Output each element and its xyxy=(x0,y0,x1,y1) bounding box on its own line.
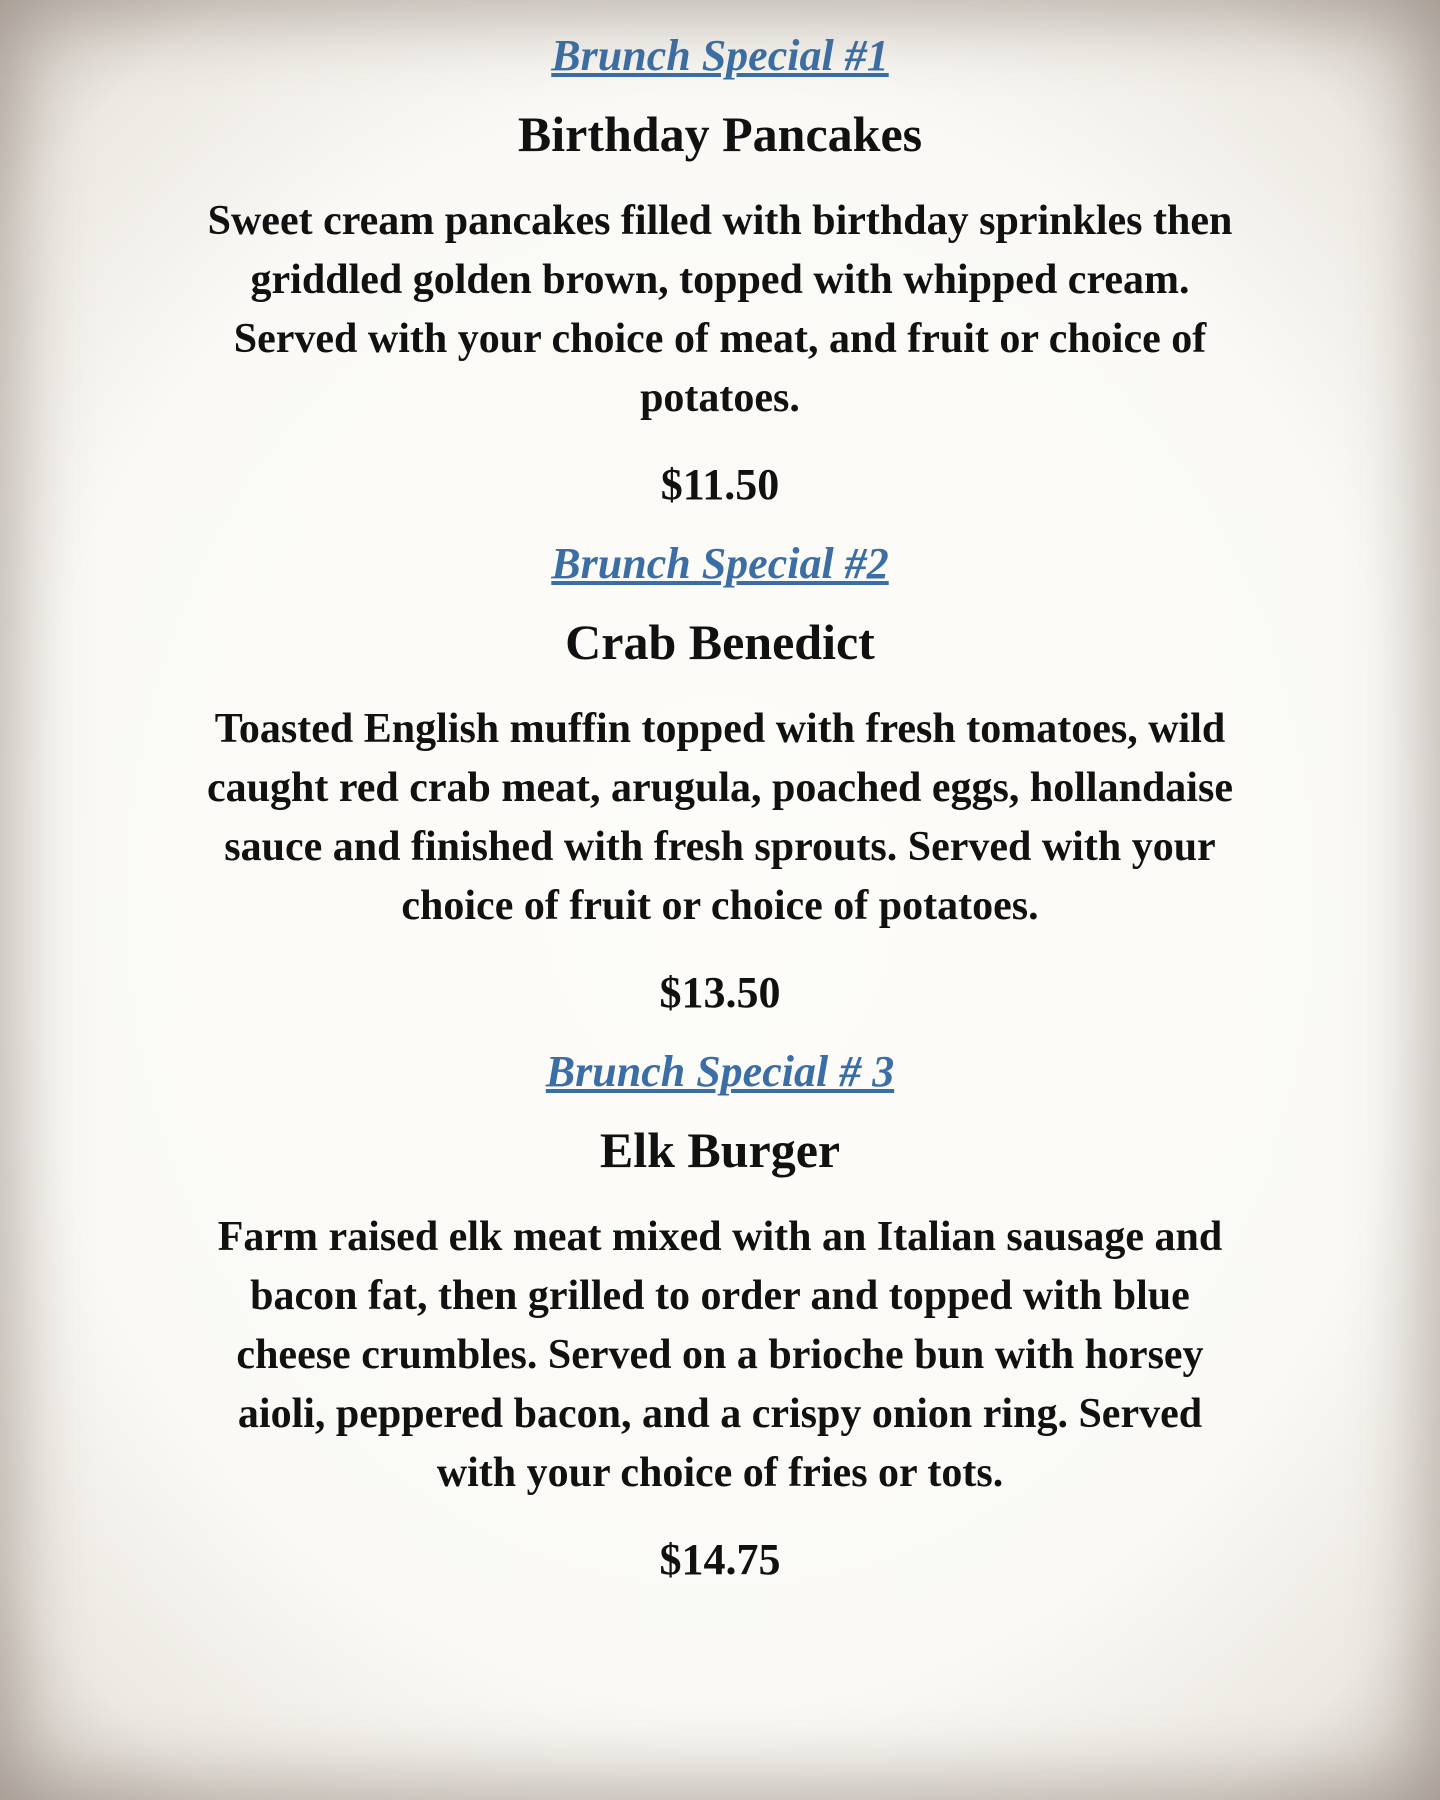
special-item-2 xyxy=(170,536,1270,1022)
dish-description: Toasted English muffin topped with fresh tomatoes, wild caught red crab meat, arugula, poached eggs, hollandaise sauce and finished with fresh sprouts. Served with your choice of fruit or choice of potatoes. xyxy=(207,706,1233,929)
dish-description: Farm raised elk meat mixed with an Italian sausage and bacon fat, then grilled to order and topped with blue cheese crumbles. Served on a brioche bun with horsey aioli, peppered bacon, and a crispy onion ring. Served with your choice of fries or tots. xyxy=(217,1214,1223,1496)
dish-price: $11.50 xyxy=(660,460,780,509)
special-heading: Brunch Special # 3 xyxy=(545,1047,895,1096)
special-item-1 xyxy=(170,28,1270,514)
special-heading: Brunch Special #2 xyxy=(551,539,889,588)
dish-name: Birthday Pancakes xyxy=(517,106,923,162)
dish-price: $14.75 xyxy=(659,1535,781,1584)
dish-price: $13.50 xyxy=(659,968,781,1017)
special-heading: Brunch Special #1 xyxy=(551,31,889,80)
dish-description: Sweet cream pancakes filled with birthday sprinkles then griddled golden brown, topped with whipped cream. Served with your choice of meat, and fruit or choice of potatoes. xyxy=(207,198,1233,421)
dish-name: Crab Benedict xyxy=(565,614,875,670)
specials-list xyxy=(170,28,1270,1589)
special-item-3 xyxy=(170,1044,1270,1589)
dish-name: Elk Burger xyxy=(599,1122,841,1178)
